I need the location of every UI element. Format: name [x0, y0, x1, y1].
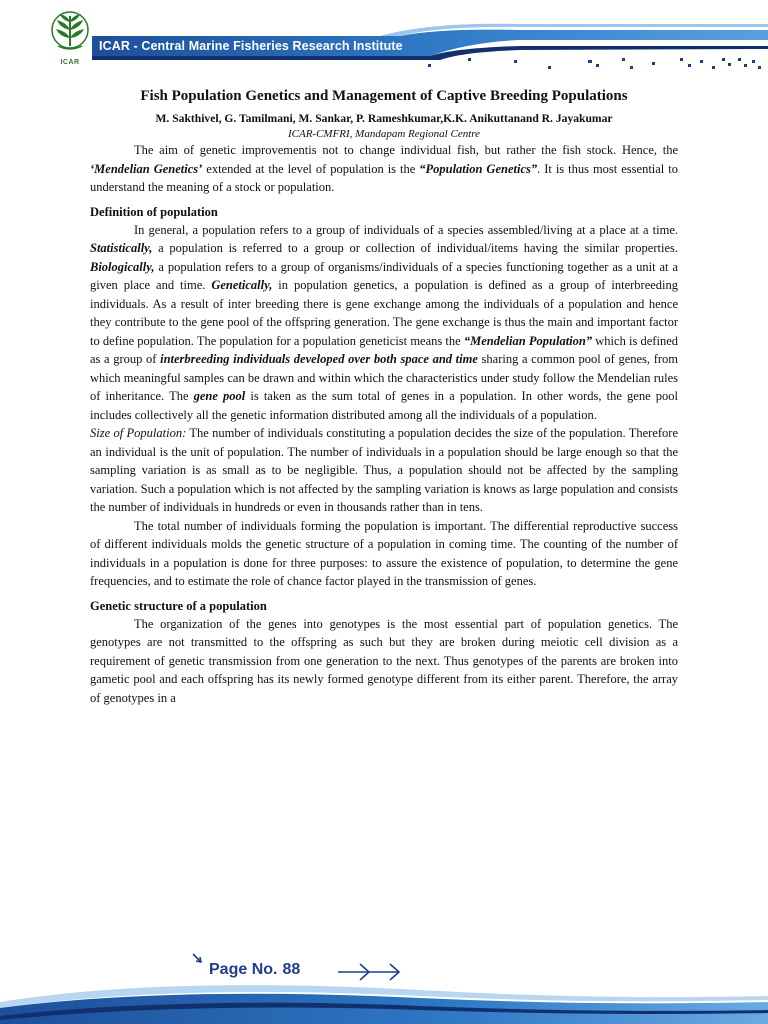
- footer-band-graphic: [0, 950, 768, 1024]
- genetic-structure-paragraph: The organization of the genes into genotypes is the most essential part of population genetics. The genotypes are not transmitted to the offspring as such but they are broken during meiotic cell division as a requirement of genetic transmission from one generation to the next. Thus genotypes of the parents are broken into gametic pool and each offspring has its newly formed genotype different from its either parent. Therefore, the array of genotypes in a: [90, 616, 678, 705]
- article-affiliation: ICAR-CMFRI, Mandapam Regional Centre: [287, 128, 481, 140]
- article-body: [90, 86, 678, 707]
- institute-name: ICAR - Central Marine Fisheries Research Institute: [99, 39, 403, 53]
- icar-logo: [48, 8, 92, 66]
- page-header: [0, 0, 768, 80]
- double-arrow-icon: [338, 964, 399, 980]
- article-title: Fish Population Genetics and Management of Captive Breeding Populations: [140, 88, 628, 104]
- page-number-label: Page No. 88: [209, 961, 301, 978]
- page-number: 88: [282, 961, 301, 978]
- total-paragraph: The total number of individuals forming the population is important. The differential reproductive success of different individuals molds the genetic structure of a population in coming time. The counting of the number of individuals in a population is done for three purposes: to assure the existence of population, to determine the gene frequencies, and to estimate the role of chance factor played in the transmission of genes.: [90, 518, 678, 588]
- section-heading-definition: Definition of population: [90, 204, 218, 219]
- size-paragraph: Size of Population: The number of individuals constituting a population decides the size of the population. Therefore an individual is the unit of population. The number of individuals in a population should be large enough so that the sampling variation is as small as to be negligible. Thus, a population should not be affected by the sampling variation. Such a population which is not affected by the sampling variation is knows as large population and consists the number of individuals in hundreds or even in thousands rather than in tens.: [90, 426, 678, 514]
- intro-paragraph: The aim of genetic improvementis not to change individual fish, but rather the fish stock. Hence, the ‘Mendelian Genetics’ extended at the level of population is the “Population Genetics”. It is thus most essential to understand the meaning of a stock or population.: [90, 143, 678, 194]
- logo-caption: ICAR: [60, 59, 80, 66]
- small-arrow-icon: [193, 954, 201, 962]
- definition-paragraph: In general, a population refers to a group of individuals of a species assembled/living at a place at a time. Statistically, a population is referred to a group or collection of individual/items having the similar properties. Biologically, a population refers to a group of organisms/individuals of a species functioning together as a unit at a given place and time. Genetically, in population genetics, a population is defined as a group of interbreeding individuals. As a result of inter breeding there is gene exchange among the individuals of a population and hence they contribute to the gene pool of the offspring generation. The gene exchange is thus the main and important factor to define population. The population for a population geneticist means the “Mendelian Population” which is defined as a group of interbreeding individuals developed over both space and time sharing a common pool of genes, from which meaningful samples can be drawn and within which the characteristics under study follow the Mendelian rules of inheritance. The gene pool is taken as the sum total of genes in a population. In other words, the gene pool includes collectively all the genetic information distributed among all the individuals of a population.: [90, 222, 679, 422]
- section-heading-genetic-structure: Genetic structure of a population: [90, 598, 267, 613]
- article-authors: M. Sakthivel, G. Tamilmani, M. Sankar, P. Rameshkumar,K.K. Anikuttanand R. Jayakumar: [155, 112, 613, 125]
- page-footer: [0, 950, 768, 1024]
